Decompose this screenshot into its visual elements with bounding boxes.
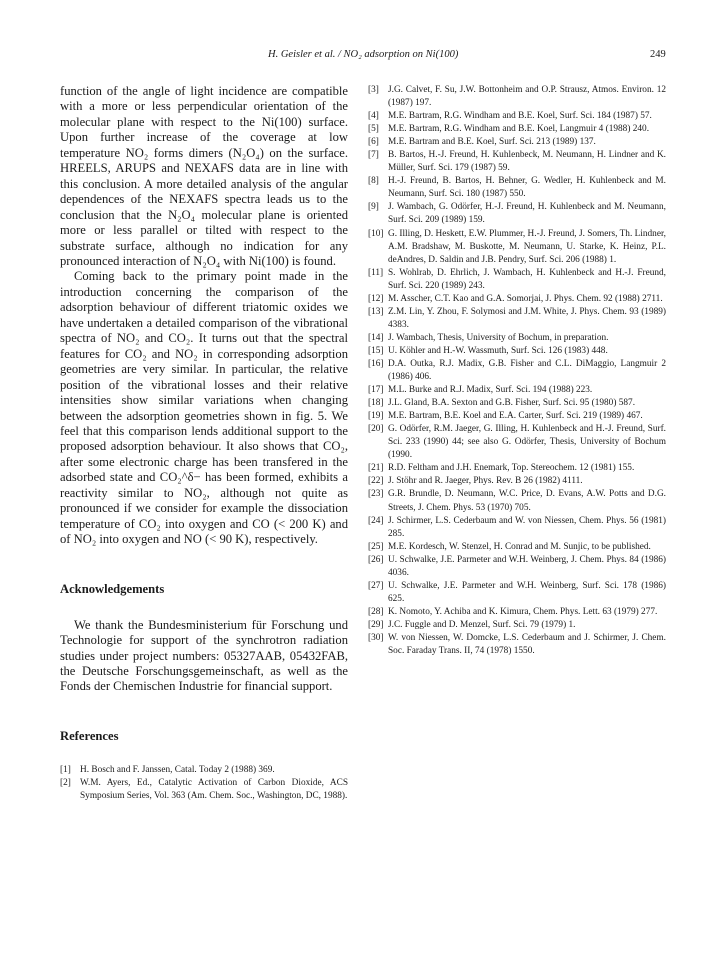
reference-text: M.E. Bartram, B.E. Koel and E.A. Carter, Surf. Sci. 219 (1989) 467. xyxy=(388,411,643,422)
reference-item xyxy=(368,136,666,149)
reference-text: M. Asscher, C.T. Kao and G.A. Somorjai, J. Phys. Chem. 92 (1988) 2711. xyxy=(388,293,663,304)
reference-number: [4] xyxy=(368,111,379,122)
reference-text: G.R. Brundle, D. Neumann, W.C. Price, D. Evans, A.W. Potts and D.G. Streets, J. Chem. Phys. 53 (1970) 705. xyxy=(388,489,666,513)
reference-item xyxy=(368,84,666,110)
body-paragraph: Coming back to the primary point made in the introduction concerning the comparison of the adsorption behaviour of different triatomic oxides we have undertaken a detailed comparison of the vibrational spectra of NO₂ and CO₂. It turns out that the spectral features for CO₂ and NO₂ in corresponding adsorption geometries are very similar. In particular, the relative position of the vibrational losses and their relative intensities show similar variations when changing between the adsorption geometries shown in fig. 5. We feel that this comparison lends additional support to the proposed adsorption behaviour. It also shows that CO₂, after some electronic charge has been transfered in the adsorbed state and CO₂^δ− has been formed, exhibits a reactivity similar to NO₂, although not quite as pronounced if we consider for example the dissociation temperature of CO₂ into oxygen and CO (< 200 K) and of NO₂ into oxygen and NO (< 90 K), respectively. xyxy=(60,269,348,547)
reference-number: [12] xyxy=(368,293,384,304)
reference-text: J. Wambach, Thesis, University of Bochum, in preparation. xyxy=(388,332,609,343)
reference-number: [22] xyxy=(368,476,384,487)
reference-text: G. Illing, D. Heskett, E.W. Plummer, H.-J. Freund, J. Somers, Th. Lindner, A.M. Bradshaw, M. Buskotte, M. Neumann, U. Starke, K. Heinz, P.L. deAndres, D. Saldin and J.B. Pendry, Surf. Sci. 206 (1988) 1. xyxy=(388,228,666,265)
reference-text: M.E. Bartram, R.G. Windham and B.E. Koel, Langmuir 4 (1988) 240. xyxy=(388,124,650,135)
reference-number: [13] xyxy=(368,306,384,317)
reference-item xyxy=(368,123,666,136)
reference-item xyxy=(368,541,666,554)
reference-text: J.G. Calvet, F. Su, J.W. Bottonheim and O.P. Strausz, Atmos. Environ. 12 (1987) 197. xyxy=(388,85,666,109)
reference-text: W.M. Ayers, Ed., Catalytic Activation of Carbon Dioxide, ACS Symposium Series, Vol. 363 (Am. Chem. Soc., Washington, DC, 1988). xyxy=(80,777,348,801)
reference-text: R.D. Feltham and J.H. Enemark, Top. Stereochem. 12 (1981) 155. xyxy=(388,463,635,474)
reference-number: [18] xyxy=(368,398,384,409)
reference-number: [10] xyxy=(368,228,384,239)
reference-text: H.-J. Freund, B. Bartos, H. Behner, G. Wedler, H. Kuhlenbeck and M. Neumann, Surf. Sci. 180 (1987) 550. xyxy=(388,176,666,200)
reference-number: [16] xyxy=(368,358,384,369)
running-head-title: H. Geisler et al. / NO₂ adsorption on Ni(100) xyxy=(268,49,459,60)
reference-number: [6] xyxy=(368,137,379,148)
reference-item xyxy=(368,410,666,423)
reference-text: D.A. Outka, R.J. Madix, G.B. Fisher and C.L. DiMaggio, Langmuir 2 (1986) 406. xyxy=(388,358,666,383)
reference-number: [25] xyxy=(368,541,384,552)
reference-number: [14] xyxy=(368,332,384,343)
reference-number: [28] xyxy=(368,606,384,617)
body-paragraph: function of the angle of light incidence are compatible with a more or less perpendicular orientation of the molecular plane with respect to the Ni(100) surface. Upon further increase of the coverage at low temperature NO₂ forms dimers (N₂O₄) on the surface. HREELS, ARUPS and NEXAFS data are in line with this conclusion. A more detailed analysis of the angular dependences of the NEXAFS spectra leads us to the conclusion that the N₂O₄ molecular plane is oriented more or less parallel or tilted with respect to the substrate surface, although no indication for any pronounced interaction of N₂O₄ with Ni(100) is found. xyxy=(60,84,348,268)
reference-list-right xyxy=(368,84,666,658)
left-column xyxy=(60,84,348,803)
acknowledgements-text: We thank the Bundesministerium für Forschung und Technologie for support of the synchrotron radiation studies under project numbers: 05327AAB, 05432FAB, the Deutsche Forschungsgemeinschaft, as well as the Fonds der Chemischen Industrie for financial support. xyxy=(60,617,348,694)
reference-text: J. Schirmer, L.S. Cederbaum and W. von Niessen, Chem. Phys. 56 (1981) 285. xyxy=(388,515,666,539)
reference-text: W. von Niessen, W. Domcke, L.S. Cederbaum and J. Schirmer, J. Chem. Soc. Faraday Trans. II, 74 (1978) 1550. xyxy=(388,632,666,657)
reference-item xyxy=(368,267,666,293)
reference-text: H. Bosch and F. Janssen, Catal. Today 2 (1988) 369. xyxy=(80,764,275,775)
reference-item xyxy=(368,149,666,175)
reference-number: [15] xyxy=(368,345,384,356)
reference-number: [21] xyxy=(368,463,384,474)
running-head xyxy=(0,49,720,65)
reference-text: B. Bartos, H.-J. Freund, H. Kuhlenbeck, M. Neumann, H. Lindner and K. Müller, Surf. Sci. 179 (1987) 59. xyxy=(388,150,666,174)
reference-number: [29] xyxy=(368,619,384,630)
reference-item xyxy=(368,619,666,632)
reference-item xyxy=(368,384,666,397)
references-heading: References xyxy=(60,728,119,743)
reference-text: K. Nomoto, Y. Achiba and K. Kimura, Chem. Phys. Lett. 63 (1979) 277. xyxy=(388,606,658,617)
reference-text: U. Schwalke, J.E. Parmeter and W.H. Weinberg, Surf. Sci. 178 (1986) 625. xyxy=(388,580,666,604)
reference-item xyxy=(368,332,666,345)
reference-number: [7] xyxy=(368,150,379,161)
reference-text: S. Wohlrab, D. Ehrlich, J. Wambach, H. Kuhlenbeck and H.-J. Freund, Surf. Sci. 220 (1989) 243. xyxy=(388,267,666,291)
reference-number: [17] xyxy=(368,385,384,396)
reference-item xyxy=(368,475,666,488)
page-number: 249 xyxy=(650,49,666,60)
reference-text: M.L. Burke and R.J. Madix, Surf. Sci. 194 (1988) 223. xyxy=(388,385,593,396)
reference-list-left xyxy=(60,764,348,803)
reference-item xyxy=(368,293,666,306)
reference-number: [8] xyxy=(368,176,379,187)
reference-item xyxy=(60,764,348,777)
reference-number: [9] xyxy=(368,202,379,213)
reference-text: J. Stöhr and R. Jaeger, Phys. Rev. B 26 (1982) 4111. xyxy=(388,476,583,487)
reference-item xyxy=(368,306,666,332)
reference-text: G. Odörfer, R.M. Jaeger, G. Illing, H. Kuhlenbeck and H.-J. Freund, Surf. Sci. 233 (1990) 44; see also G. Odörfer, Thesis, University of Bochum (1990. xyxy=(388,424,666,461)
reference-text: M.E. Bartram and B.E. Koel, Surf. Sci. 213 (1989) 137. xyxy=(388,137,596,148)
reference-item xyxy=(368,358,666,384)
reference-text: M.E. Bartram, R.G. Windham and B.E. Koel, Surf. Sci. 184 (1987) 57. xyxy=(388,111,652,122)
reference-number: [26] xyxy=(368,554,384,565)
reference-item xyxy=(368,201,666,227)
reference-number: [5] xyxy=(368,124,379,135)
reference-number: [3] xyxy=(368,85,379,95)
reference-item xyxy=(368,228,666,267)
reference-item xyxy=(368,397,666,410)
reference-number: [23] xyxy=(368,489,384,500)
reference-item xyxy=(368,488,666,514)
acknowledgements-heading: Acknowledgements xyxy=(60,581,165,596)
reference-item xyxy=(368,515,666,541)
reference-item xyxy=(60,777,348,803)
reference-item xyxy=(368,554,666,580)
reference-text: U. Köhler and H.-W. Wassmuth, Surf. Sci. 126 (1983) 448. xyxy=(388,345,608,356)
reference-number: [24] xyxy=(368,515,384,526)
reference-item xyxy=(368,632,666,658)
reference-item xyxy=(368,345,666,358)
reference-text: J.C. Fuggle and D. Menzel, Surf. Sci. 79 (1979) 1. xyxy=(388,619,576,630)
reference-item xyxy=(368,110,666,123)
reference-number: [27] xyxy=(368,580,384,591)
reference-text: Z.M. Lin, Y. Zhou, F. Solymosi and J.M. White, J. Phys. Chem. 93 (1989) 4383. xyxy=(388,306,666,330)
reference-item xyxy=(368,462,666,475)
reference-text: M.E. Kordesch, W. Stenzel, H. Conrad and M. Sunjic, to be published. xyxy=(388,541,651,552)
reference-item xyxy=(368,175,666,201)
reference-number: [20] xyxy=(368,424,384,435)
reference-text: J. Wambach, G. Odörfer, H.-J. Freund, H. Kuhlenbeck and M. Neumann, Surf. Sci. 209 (1989) 159. xyxy=(388,202,666,226)
reference-number: [1] xyxy=(60,764,71,775)
reference-item xyxy=(368,606,666,619)
reference-number: [2] xyxy=(60,777,71,788)
reference-item xyxy=(368,423,666,462)
reference-text: J.L. Gland, B.A. Sexton and G.B. Fisher, Surf. Sci. 95 (1980) 587. xyxy=(388,398,636,409)
reference-text: U. Schwalke, J.E. Parmeter and W.H. Weinberg, J. Chem. Phys. 84 (1986) 4036. xyxy=(388,554,666,578)
reference-number: [19] xyxy=(368,411,384,422)
reference-number: [11] xyxy=(368,267,384,278)
reference-item xyxy=(368,580,666,606)
reference-number: [30] xyxy=(368,632,384,643)
